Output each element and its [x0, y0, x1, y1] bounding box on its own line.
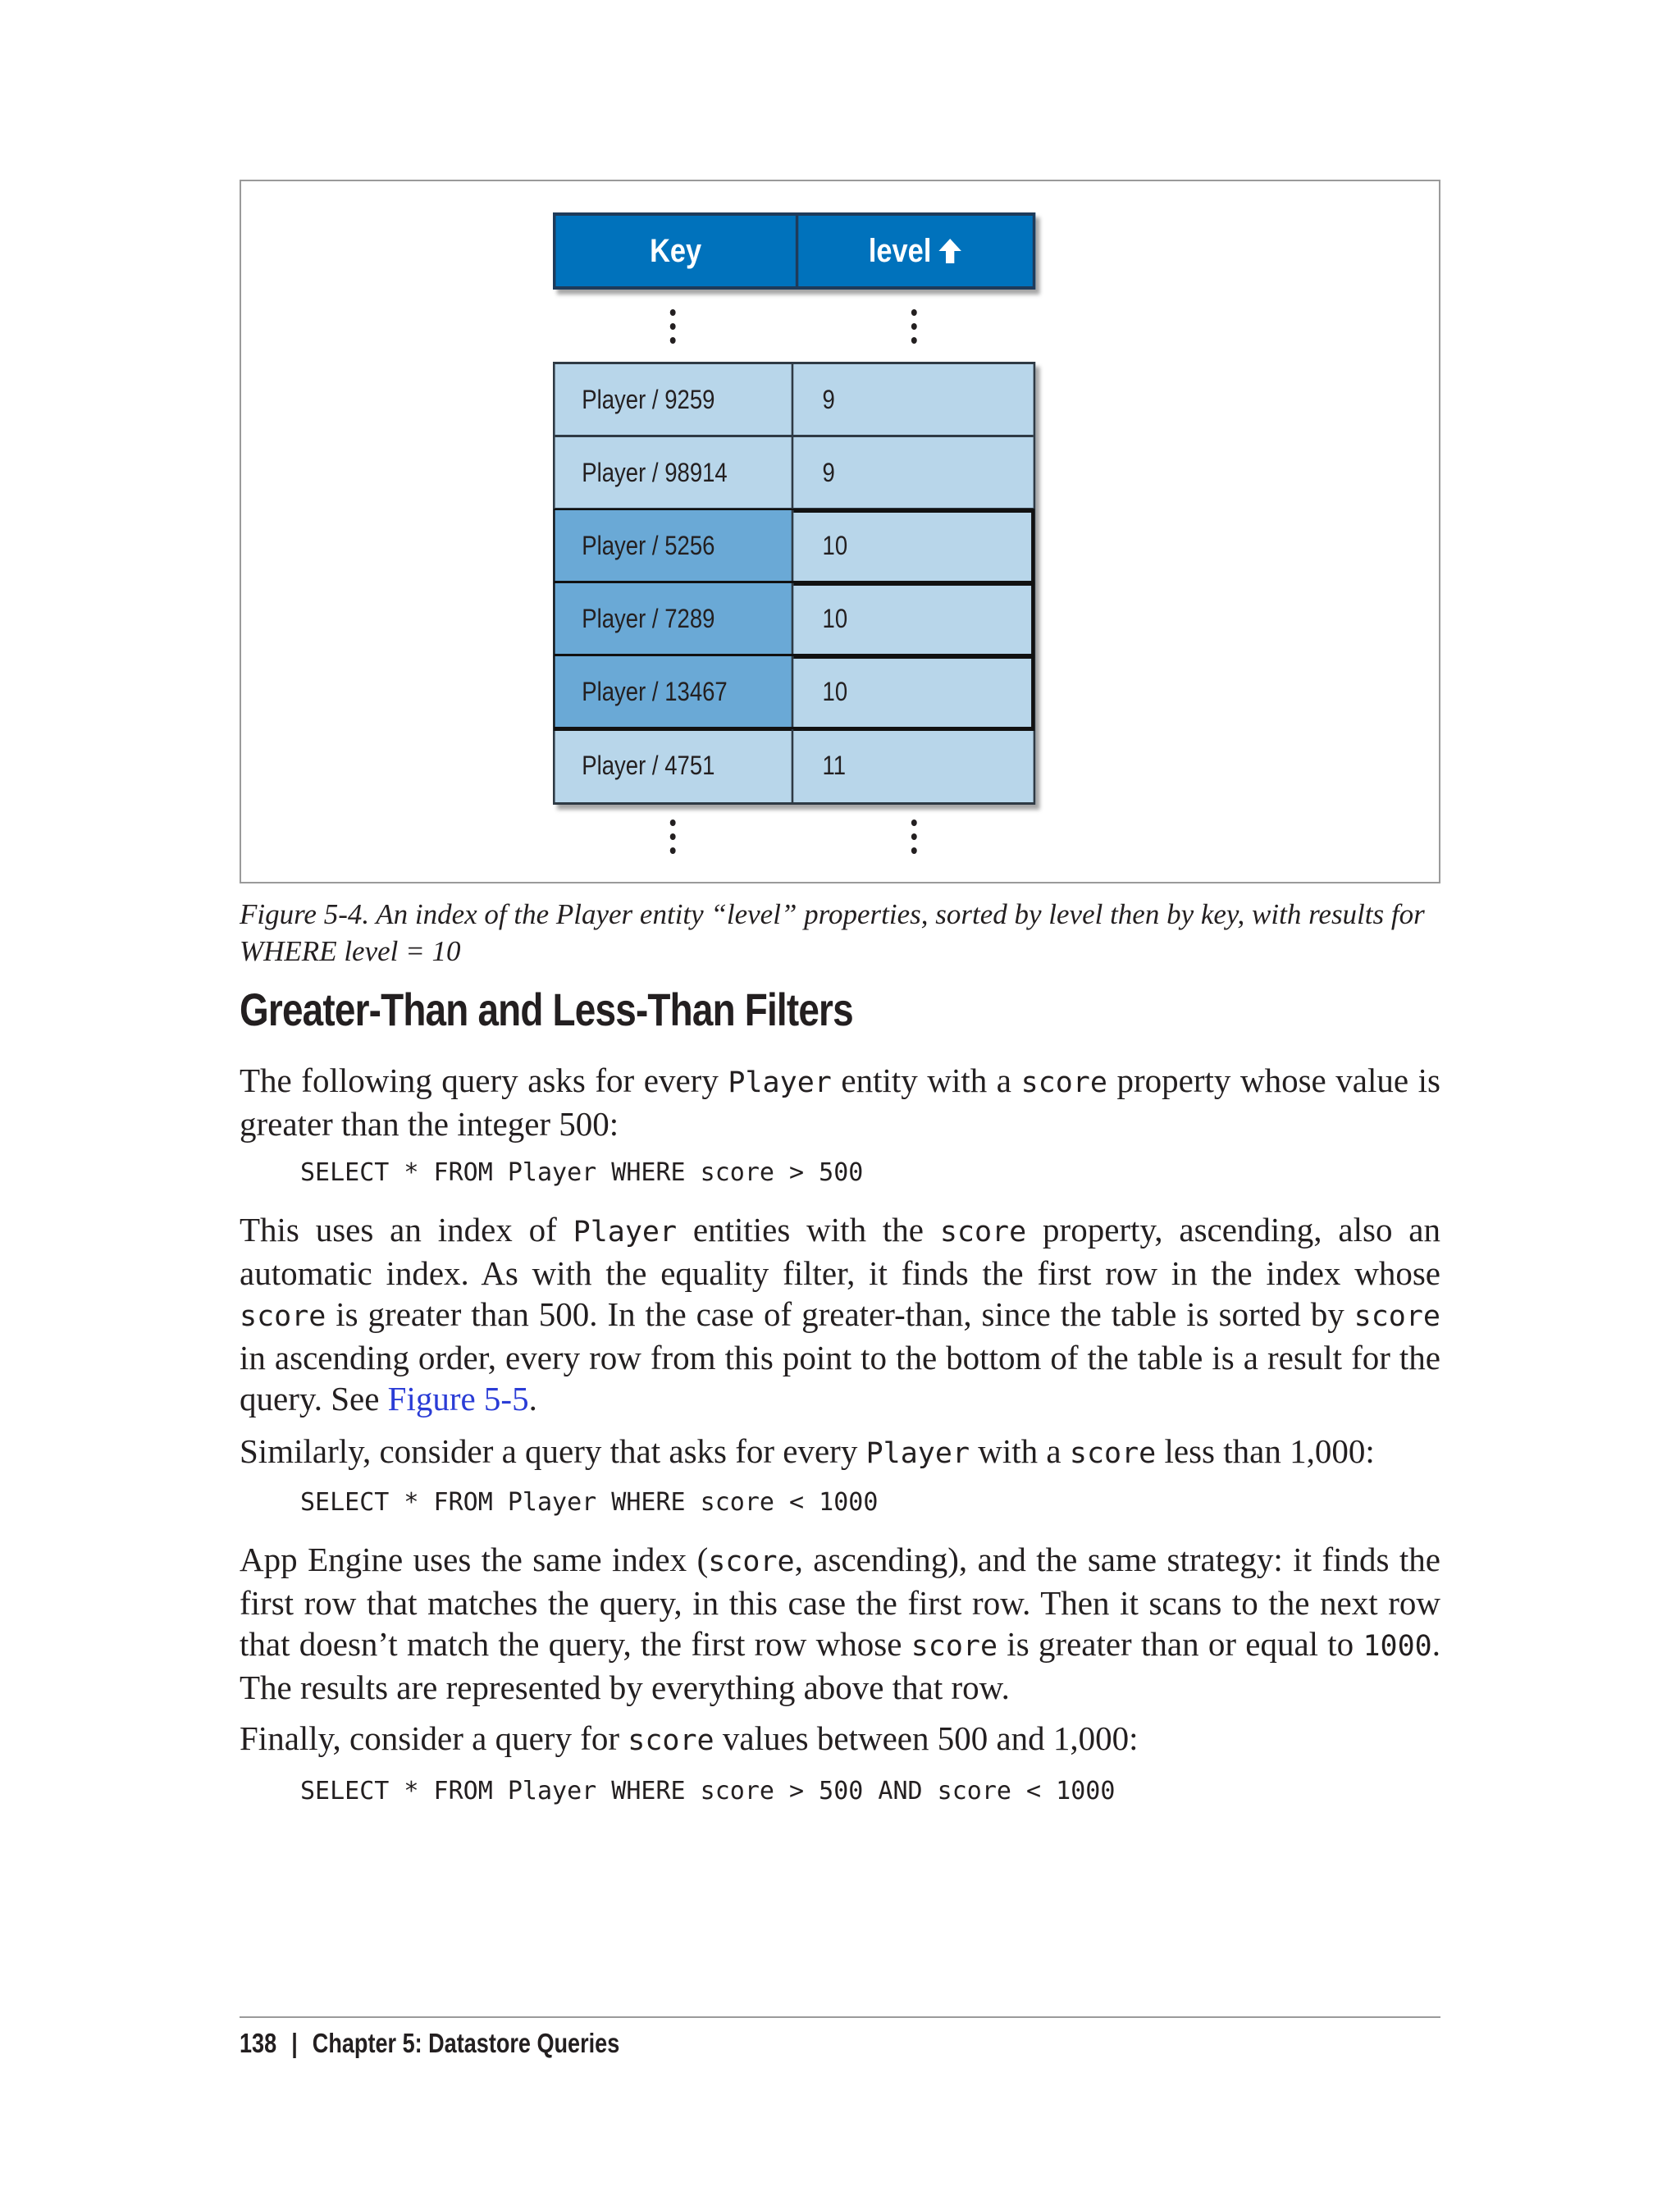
paragraph-1: The following query asks for every Player entity with a score property whose value is greater than the integer 500: — [240, 1061, 1440, 1143]
table-row — [555, 364, 1034, 437]
paragraph-5: Finally, consider a query for score values between 500 and 1,000: — [240, 1719, 1139, 1757]
row-key: Player / 5256 — [555, 510, 794, 581]
header-level — [798, 216, 1033, 286]
table-row — [555, 729, 1034, 802]
header-key-label: Key — [650, 232, 702, 269]
table-header — [553, 212, 1035, 290]
row-level: 9 — [822, 457, 835, 487]
ellipsis-top-level — [910, 309, 918, 344]
row-level: 9 — [822, 384, 835, 414]
row-level: 11 — [822, 751, 847, 780]
paragraph-4: App Engine uses the same index (score, ascending), and the same strategy: it finds the first row that matches the query, in this case the first row. Then it scans to the next row that doesn’t match the query, the first row whose score is greater than or equal to 1000. The results are represented by everything above that row. — [240, 1541, 1440, 1706]
footer-separator: | — [291, 2028, 298, 2058]
ellipsis-top-key — [669, 309, 677, 344]
row-key: Player / 9259 — [555, 364, 794, 435]
ellipsis-bottom-key — [669, 819, 677, 854]
paragraph-3: Similarly, consider a query that asks for every Player with a score less than 1,000: — [240, 1432, 1375, 1470]
header-key — [555, 216, 798, 286]
table-row-match — [555, 656, 1034, 729]
section-heading: Greater-Than and Less-Than Filters — [240, 984, 853, 1035]
row-level: 10 — [822, 530, 848, 560]
code-example-2: SELECT * FROM Player WHERE score < 1000 — [300, 1488, 879, 1517]
row-key: Player / 4751 — [555, 729, 794, 802]
up-arrow-icon — [938, 238, 962, 264]
code-example-3: SELECT * FROM Player WHERE score > 500 AND score < 1000 — [300, 1777, 1116, 1806]
table-row — [555, 437, 1034, 510]
row-key: Player / 7289 — [555, 583, 794, 654]
figure-caption: Figure 5-4. An index of the Player entity “level” properties, sorted by level then by key, with results for WHERE level = 10 — [240, 898, 1425, 967]
row-key: Player / 98914 — [555, 437, 794, 508]
index-rows — [553, 362, 1035, 805]
footer-divider — [240, 2016, 1440, 2018]
row-key: Player / 13467 — [555, 656, 794, 727]
page-footer — [240, 2028, 619, 2059]
table-row-match — [555, 510, 1034, 583]
page-number: 138 — [240, 2028, 277, 2058]
ellipsis-bottom-level — [910, 819, 918, 854]
figure-5-5-link[interactable]: Figure 5-5 — [387, 1380, 529, 1418]
table-row-match — [555, 583, 1034, 656]
code-example-1: SELECT * FROM Player WHERE score > 500 — [300, 1158, 864, 1187]
row-level: 10 — [822, 676, 848, 706]
header-level-label: level — [868, 232, 932, 269]
chapter-title: Chapter 5: Datastore Queries — [312, 2028, 620, 2058]
row-level: 10 — [822, 603, 848, 633]
paragraph-2: This uses an index of Player entities with the score property, ascending, also an automatic index. As with the equality filter, it finds the first row in the index whose score is greater than 500. In the case of greater-than, since the table is sorted by score in ascending order, every row from this point to the bottom of the table is a result for the query. See Figure 5-5. — [240, 1211, 1440, 1418]
